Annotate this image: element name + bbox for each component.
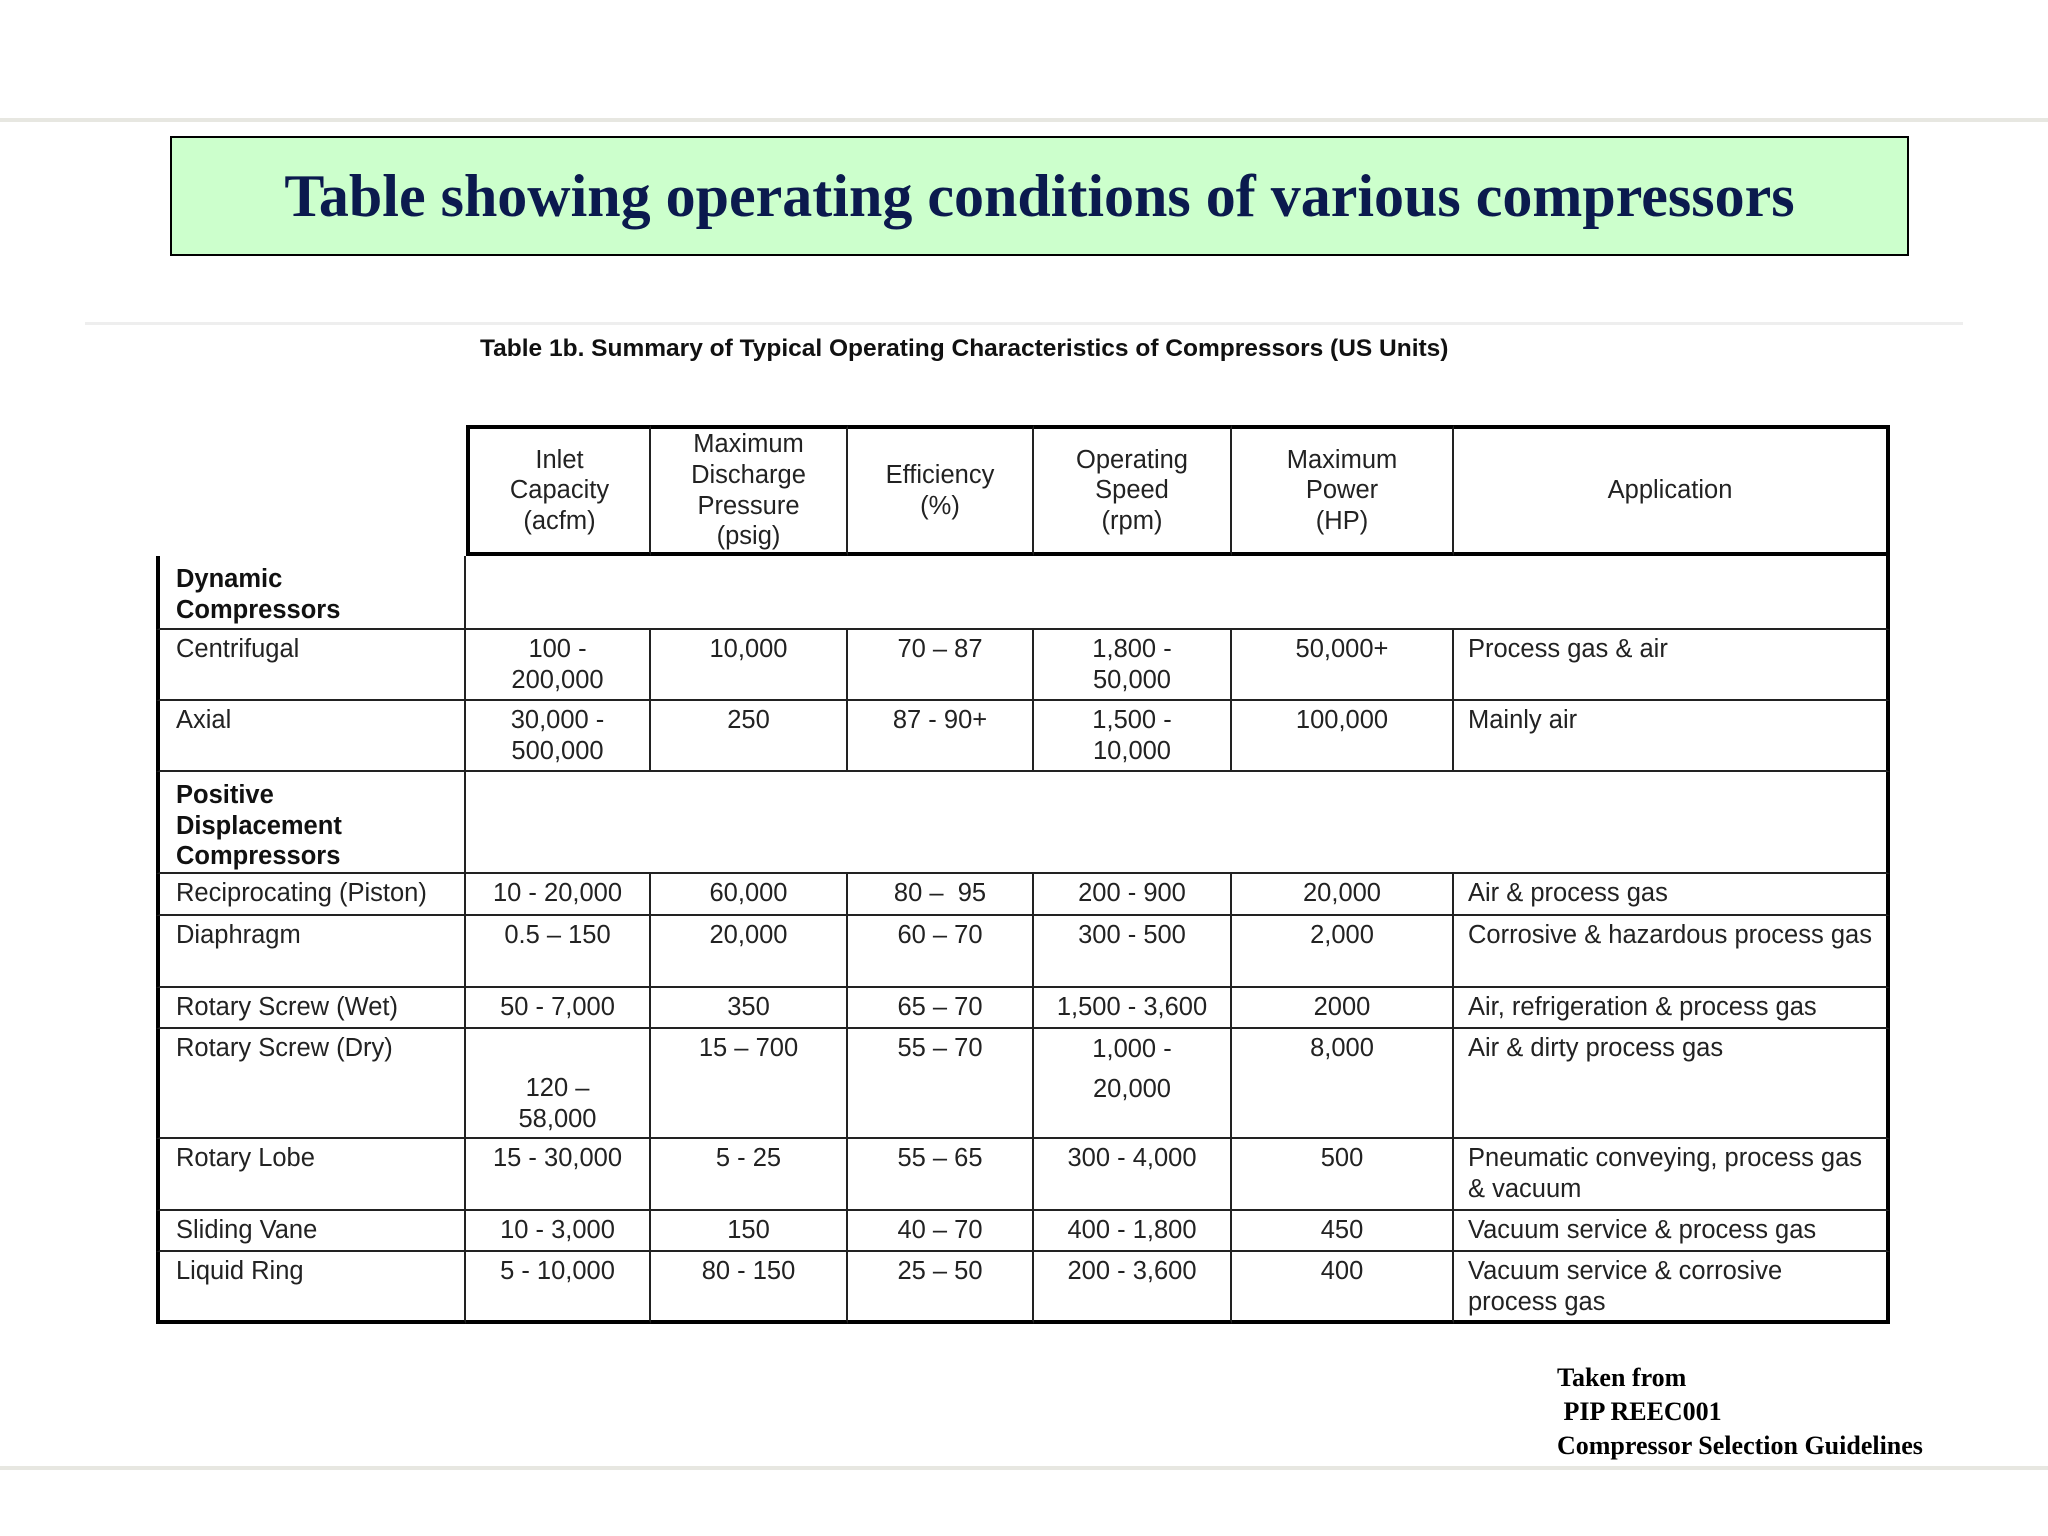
cell-speed: 200 - 3,600 [1034, 1252, 1232, 1324]
cell-line: 500,000 [511, 736, 604, 765]
cell-inlet [466, 1029, 651, 1139]
cell-line: 1,000 - [1092, 1035, 1172, 1063]
header-inlet-line: Inlet [535, 445, 584, 474]
header-pressure-line: Maximum [693, 430, 804, 459]
row-name-rotary-screw-dry: Rotary Screw (Dry) [156, 1029, 466, 1139]
cell-efficiency: 40 – 70 [848, 1211, 1034, 1252]
header-speed-line: (rpm) [1101, 506, 1163, 535]
cell-inlet: 15 - 30,000 [466, 1139, 651, 1211]
cell-pressure: 20,000 [651, 916, 848, 988]
inner-divider [85, 322, 1963, 325]
cell-inlet: 0.5 – 150 [466, 916, 651, 988]
row-name-reciprocating: Reciprocating (Piston) [156, 874, 466, 916]
cell-pressure: 10,000 [651, 630, 848, 701]
cell-line: 120 – [525, 1074, 590, 1102]
row-name-rotary-lobe: Rotary Lobe [156, 1139, 466, 1211]
cell-pressure: 150 [651, 1211, 848, 1252]
cell-efficiency: 60 – 70 [848, 916, 1034, 988]
header-power-line: Power [1305, 476, 1379, 505]
row-name-diaphragm: Diaphragm [156, 916, 466, 988]
source-line: Taken from [1557, 1363, 1687, 1392]
cell-inlet: 5 - 10,000 [466, 1252, 651, 1324]
source-line: Compressor Selection Guidelines [1557, 1431, 1923, 1460]
header-application [1454, 425, 1890, 556]
group-label-line: Positive [176, 781, 274, 809]
cell-inlet: 50 - 7,000 [466, 988, 651, 1029]
cell-pressure: 250 [651, 701, 848, 772]
header-power-line: Maximum [1286, 445, 1398, 474]
cell-efficiency: 87 - 90+ [848, 701, 1034, 772]
header-pressure-line: Pressure [697, 491, 800, 520]
header-power-line: (HP) [1315, 506, 1369, 535]
cell-line: 50,000 [1093, 665, 1171, 694]
cell-speed [1034, 701, 1232, 772]
row-name-liquid-ring: Liquid Ring [156, 1252, 466, 1324]
cell-efficiency: 55 – 65 [848, 1139, 1034, 1211]
cell-power: 2,000 [1232, 916, 1454, 988]
cell-pressure: 350 [651, 988, 848, 1029]
source-note [1557, 1361, 1923, 1463]
cell-efficiency: 65 – 70 [848, 988, 1034, 1029]
cell-line: 30,000 - [510, 706, 605, 734]
header-speed-line: Speed [1095, 476, 1169, 505]
cell-line: 1,500 - [1092, 706, 1172, 734]
cell-speed: 1,500 - 3,600 [1034, 988, 1232, 1029]
bottom-divider [0, 1466, 2048, 1470]
cell-pressure: 80 - 150 [651, 1252, 848, 1324]
header-efficiency-line: Efficiency [885, 460, 995, 489]
row-name-centrifugal: Centrifugal [156, 630, 466, 701]
group-dynamic-compressors [156, 556, 466, 630]
cell-pressure: 60,000 [651, 874, 848, 916]
cell-application: Process gas & air [1454, 630, 1890, 701]
cell-pressure: 5 - 25 [651, 1139, 848, 1211]
cell-speed [1034, 630, 1232, 701]
group-label-line: Compressors [176, 595, 341, 624]
cell-efficiency: 55 – 70 [848, 1029, 1034, 1139]
row-name-rotary-screw-wet: Rotary Screw (Wet) [156, 988, 466, 1029]
group-positive-displacement [156, 772, 466, 874]
cell-pressure: 15 – 700 [651, 1029, 848, 1139]
cell-application: Air, refrigeration & process gas [1454, 988, 1890, 1029]
cell-efficiency: 70 – 87 [848, 630, 1034, 701]
group-positive-spacer [466, 772, 1890, 874]
top-divider [0, 118, 2048, 122]
cell-speed: 300 - 4,000 [1034, 1139, 1232, 1211]
header-maximum-power [1232, 425, 1454, 556]
slide-title: Table showing operating conditions of various compressors [284, 162, 1795, 229]
group-label-line: Dynamic [176, 565, 283, 593]
cell-efficiency: 25 – 50 [848, 1252, 1034, 1324]
header-inlet-line: (acfm) [523, 506, 596, 535]
cell-power: 400 [1232, 1252, 1454, 1324]
cell-inlet [466, 630, 651, 701]
header-inlet-capacity [466, 425, 651, 556]
cell-application: Pneumatic conveying, process gas & vacuum [1454, 1139, 1890, 1211]
cell-power: 450 [1232, 1211, 1454, 1252]
cell-power: 2000 [1232, 988, 1454, 1029]
cell-power: 500 [1232, 1139, 1454, 1211]
compressor-table [156, 425, 1890, 1330]
cell-speed: 200 - 900 [1034, 874, 1232, 916]
cell-application: Mainly air [1454, 701, 1890, 772]
cell-inlet [466, 701, 651, 772]
cell-application: Air & process gas [1454, 874, 1890, 916]
table-caption: Table 1b. Summary of Typical Operating Characteristics of Compressors (US Units) [480, 335, 1449, 362]
cell-inlet: 10 - 3,000 [466, 1211, 651, 1252]
header-efficiency-line: (%) [920, 491, 960, 520]
header-application-label: Application [1607, 476, 1733, 505]
group-label-line: Displacement [176, 811, 342, 840]
cell-power: 8,000 [1232, 1029, 1454, 1139]
cell-line: 58,000 [518, 1104, 597, 1133]
cell-application: Air & dirty process gas [1454, 1029, 1890, 1139]
header-pressure-line: Discharge [691, 460, 806, 489]
group-dynamic-spacer [466, 556, 1890, 630]
cell-inlet: 10 - 20,000 [466, 874, 651, 916]
cell-line: 10,000 [1093, 736, 1171, 765]
cell-speed [1034, 1029, 1232, 1139]
source-line: PIP REEC001 [1557, 1397, 1722, 1426]
header-speed-line: Operating [1076, 445, 1188, 474]
title-box [170, 136, 1909, 256]
row-name-axial: Axial [156, 701, 466, 772]
cell-line: 100 - [528, 635, 587, 663]
header-operating-speed [1034, 425, 1232, 556]
cell-line: 20,000 [1093, 1075, 1171, 1103]
cell-speed: 400 - 1,800 [1034, 1211, 1232, 1252]
cell-power: 100,000 [1232, 701, 1454, 772]
group-label-line: Compressors [176, 842, 341, 871]
cell-line: 200,000 [511, 665, 604, 694]
cell-power: 20,000 [1232, 874, 1454, 916]
header-pressure-line: (psig) [716, 522, 781, 551]
cell-speed: 300 - 500 [1034, 916, 1232, 988]
cell-line: 1,800 - [1092, 635, 1172, 663]
cell-application: Vacuum service & process gas [1454, 1211, 1890, 1252]
cell-efficiency: 80 – 95 [848, 874, 1034, 916]
header-inlet-line: Capacity [509, 476, 610, 505]
header-efficiency [848, 425, 1034, 556]
corner-cell [156, 425, 466, 556]
row-name-sliding-vane: Sliding Vane [156, 1211, 466, 1252]
cell-application: Corrosive & hazardous process gas [1454, 916, 1890, 988]
cell-application: Vacuum service & corrosive process gas [1454, 1252, 1890, 1324]
cell-power: 50,000+ [1232, 630, 1454, 701]
header-discharge-pressure [651, 425, 848, 556]
